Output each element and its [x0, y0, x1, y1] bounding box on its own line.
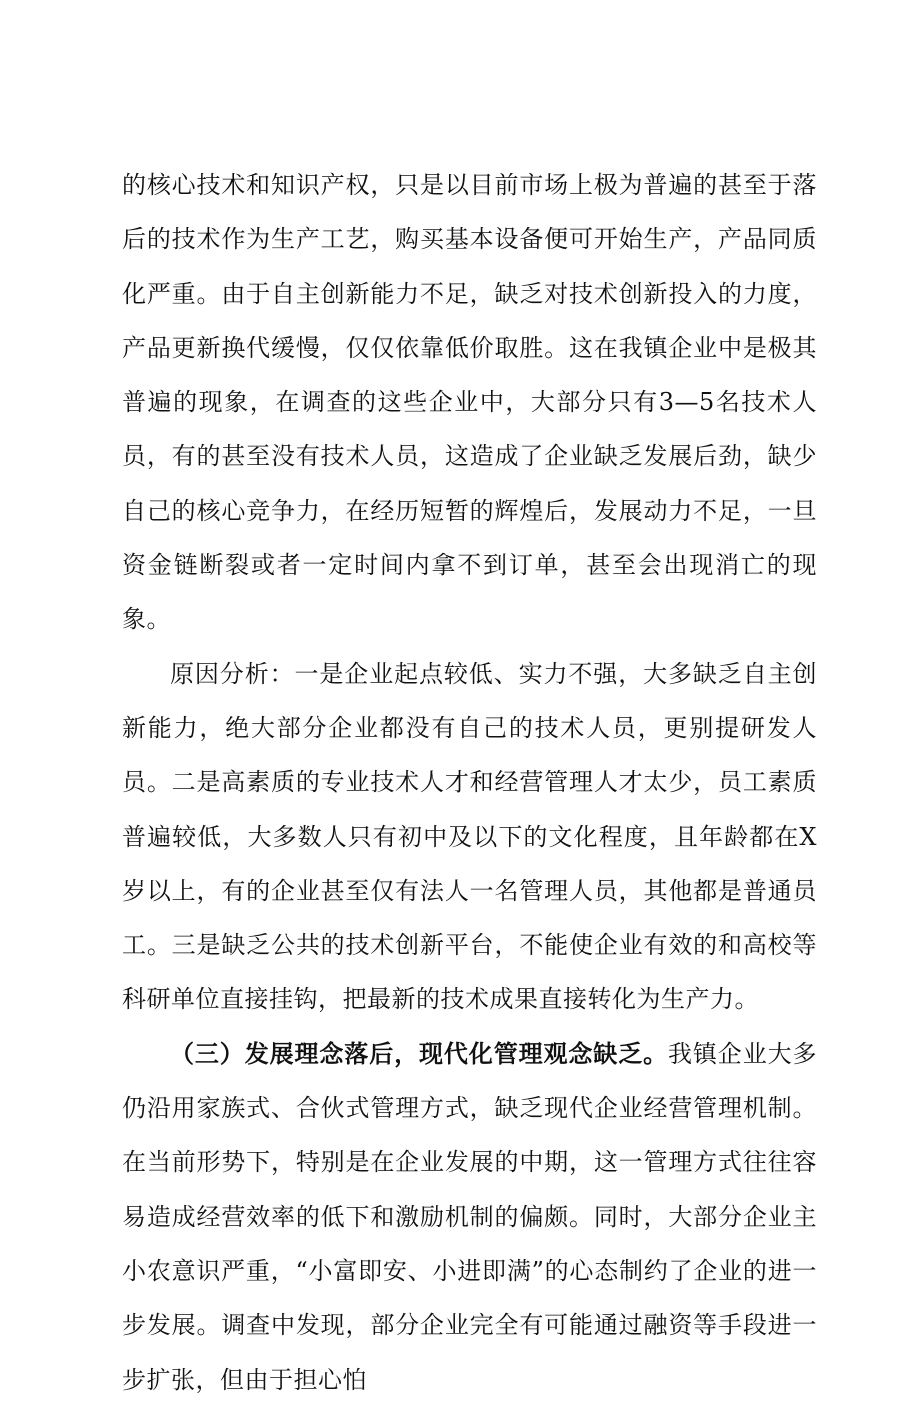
paragraph-3 [122, 1027, 817, 1407]
paragraph-1: 的核心技术和知识产权，只是以目前市场上极为普遍的甚至于落后的技术作为生产工艺，购买基本设备便可开始生产，产品同质化严重。由于自主创新能力不足，缺乏对技术创新投入的力度，产品更新换代缓慢，仅仅依靠低价取胜。这在我镇企业中是极其普遍的现象，在调查的这些企业中，大部分只有3—5名技术人员，有的甚至没有技术人员，这造成了企业缺乏发展后劲，缺少自己的核心竞争力，在经历短暂的辉煌后，发展动力不足，一旦资金链断裂或者一定时间内拿不到订单，甚至会出现消亡的现象。 [122, 171, 817, 634]
section-body: 我镇企业大多仍沿用家族式、合伙式管理方式，缺乏现代企业经营管理机制。在当前形势下，特别是在企业发展的中期，这一管理方式往往容易造成经营效率的低下和激励机制的偏颇。同时，大部分企业主小农意识严重，“小富即安、小进即满”的心态制约了企业的进一步发展。调查中发现，部分企业完全有可能通过融资等手段进一步扩张，但由于担心怕 [122, 1039, 817, 1394]
section-heading: （三）发展理念落后，现代化管理观念缺乏。 [170, 1038, 668, 1068]
document-body [122, 158, 817, 1407]
paragraph-2: 原因分析：一是企业起点较低、实力不强，大多缺乏自主创新能力，绝大部分企业都没有自己的技术人员，更别提研发人员。二是高素质的专业技术人才和经营管理人才太少，员工素质普遍较低，大多数人只有初中及以下的文化程度，且年龄都在X岁以上，有的企业甚至仅有法人一名管理人员，其他都是普通员工。三是缺乏公共的技术创新平台，不能使企业有效的和高校等科研单位直接挂钩，把最新的技术成果直接转化为生产力。 [122, 659, 817, 1014]
